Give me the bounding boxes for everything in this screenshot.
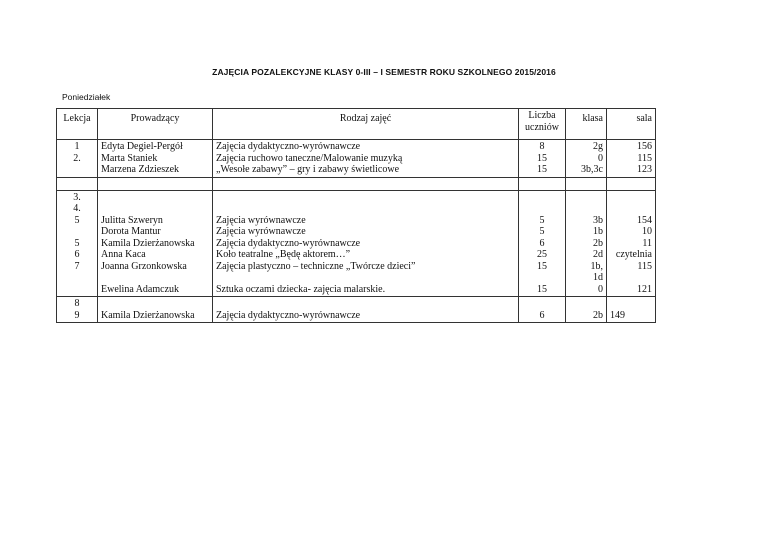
cell-empty xyxy=(607,177,656,190)
cell-liczba xyxy=(519,297,566,323)
cell-line: 0 xyxy=(598,283,603,295)
cell-line xyxy=(522,272,562,284)
cell-line: 11 xyxy=(642,237,652,249)
cell-sala xyxy=(607,190,656,297)
cell-line: 6 xyxy=(539,237,545,249)
cell-line xyxy=(216,203,515,215)
cell-line: 2b xyxy=(593,309,603,321)
cell-empty xyxy=(213,177,519,190)
cell-line xyxy=(216,272,515,284)
cell-line: 25 xyxy=(537,249,547,260)
cell-prowadzacy xyxy=(98,297,213,323)
cell-line: 115 xyxy=(637,260,652,272)
day-label: Poniedziałek xyxy=(62,92,111,102)
cell-line: Ewelina Adamczuk xyxy=(101,283,180,295)
cell-line: 1b, xyxy=(590,260,603,272)
schedule-table xyxy=(56,108,656,323)
cell-line xyxy=(610,298,652,310)
cell-line xyxy=(101,203,209,215)
cell-rodzaj xyxy=(213,190,519,297)
cell-line: 6 xyxy=(74,249,80,260)
cell-prowadzacy xyxy=(98,190,213,297)
cell-line xyxy=(610,203,652,215)
cell-line: Edyta Degiel-Pergół xyxy=(101,141,183,152)
cell-line: Zajęcia wyrównawcze xyxy=(216,226,306,237)
cell-line: 2d xyxy=(593,249,603,260)
cell-line xyxy=(569,192,603,204)
cell-klasa xyxy=(566,190,607,297)
cell-prowadzacy xyxy=(98,140,213,178)
cell-line: 115 xyxy=(637,152,652,164)
cell-line: Zajęcia plastyczno – techniczne „Twórcze dzieci” xyxy=(216,260,416,272)
header-liczba-line1: Liczba xyxy=(528,110,556,121)
cell-line: 7 xyxy=(74,260,80,272)
cell-lekcja xyxy=(57,190,98,297)
table-header-row xyxy=(57,109,656,140)
cell-liczba xyxy=(519,140,566,178)
cell-liczba xyxy=(519,190,566,297)
cell-line xyxy=(522,298,562,310)
header-sala: sala xyxy=(607,109,656,140)
cell-line: 3. xyxy=(73,191,81,203)
cell-line xyxy=(101,272,209,284)
header-klasa: klasa xyxy=(566,109,607,140)
cell-line: 0 xyxy=(598,152,603,164)
cell-line: 9 xyxy=(74,309,80,321)
cell-line: 3b,3c xyxy=(581,164,603,175)
cell-line: 2g xyxy=(593,141,603,152)
cell-line: „Wesołe zabawy” – gry i zabawy świetlicowe xyxy=(216,164,400,175)
cell-line: Kamila Dzierżanowska xyxy=(101,309,195,321)
cell-line: Zajęcia dydaktyczno-wyrównawcze xyxy=(216,141,361,152)
header-prowadzacy: Prowadzący xyxy=(98,109,213,140)
cell-line: Zajęcia dydaktyczno-wyrównawcze xyxy=(216,309,361,321)
cell-line xyxy=(610,272,652,284)
cell-line: 2b xyxy=(593,237,603,249)
cell-line xyxy=(60,164,94,176)
cell-line xyxy=(522,192,562,204)
cell-lekcja xyxy=(57,140,98,178)
header-liczba xyxy=(519,109,566,140)
cell-line: 149 xyxy=(610,309,625,321)
cell-line xyxy=(60,226,94,238)
table-row xyxy=(57,190,656,297)
cell-empty xyxy=(566,177,607,190)
cell-line xyxy=(216,192,515,204)
cell-line: Dorota Mantur xyxy=(101,226,161,237)
document-title: ZAJĘCIA POZALEKCYJNE KLASY 0-III – I SEMESTR ROKU SZKOLNEGO 2015/2016 xyxy=(212,67,556,77)
cell-empty xyxy=(519,177,566,190)
cell-line: Zajęcia ruchowo taneczne/Malowanie muzyką xyxy=(216,152,403,164)
header-lekcja: Lekcja xyxy=(57,109,98,140)
cell-sala xyxy=(607,140,656,178)
cell-line: 1 xyxy=(74,141,80,152)
cell-line: 123 xyxy=(637,164,652,175)
cell-klasa xyxy=(566,140,607,178)
header-rodzaj: Rodzaj zajęć xyxy=(213,109,519,140)
cell-klasa xyxy=(566,297,607,323)
cell-line: Marta Staniek xyxy=(101,152,158,164)
cell-line xyxy=(60,272,94,284)
cell-line: 5 xyxy=(74,237,80,249)
cell-line: 15 xyxy=(537,164,547,175)
cell-line: Zajęcia wyrównawcze xyxy=(216,214,306,226)
cell-line: 6 xyxy=(539,309,545,321)
cell-line: Sztuka oczami dziecka- zajęcia malarskie. xyxy=(216,283,386,295)
table-row xyxy=(57,140,656,178)
cell-line xyxy=(216,298,515,310)
cell-line: 2. xyxy=(73,152,81,164)
cell-line: Zajęcia dydaktyczno-wyrównawcze xyxy=(216,237,361,249)
cell-line: 15 xyxy=(537,283,547,295)
cell-line: 15 xyxy=(537,152,547,164)
cell-line: 8 xyxy=(74,298,80,309)
table-row xyxy=(57,297,656,323)
cell-line: Anna Kaca xyxy=(101,249,146,260)
cell-line: 156 xyxy=(637,141,652,152)
cell-line: 121 xyxy=(637,283,652,295)
cell-line: 5 xyxy=(539,214,545,226)
cell-line: 5 xyxy=(539,226,545,237)
cell-line xyxy=(101,298,209,310)
cell-line: Marzena Zdzieszek xyxy=(101,164,180,175)
cell-line: czytelnia xyxy=(615,249,652,260)
cell-rodzaj xyxy=(213,297,519,323)
header-liczba-line2: uczniów xyxy=(525,121,559,133)
cell-line xyxy=(101,192,209,204)
cell-line: 3b xyxy=(593,214,603,226)
cell-line: 4. xyxy=(73,203,81,214)
cell-empty xyxy=(57,177,98,190)
table-row-empty xyxy=(57,177,656,190)
cell-line: Kamila Dzierżanowska xyxy=(101,237,195,249)
cell-line xyxy=(60,284,94,296)
cell-sala xyxy=(607,297,656,323)
cell-line: Joanna Grzonkowska xyxy=(101,260,187,272)
cell-line xyxy=(569,298,603,310)
cell-line: 15 xyxy=(537,260,547,272)
cell-line: 1d xyxy=(593,272,603,283)
cell-line: 10 xyxy=(642,226,652,237)
cell-lekcja xyxy=(57,297,98,323)
cell-line: 8 xyxy=(539,141,545,152)
cell-line xyxy=(522,203,562,215)
cell-line: Julitta Szweryn xyxy=(101,214,163,226)
cell-line: 154 xyxy=(637,214,652,226)
cell-line: 5 xyxy=(74,214,80,226)
cell-line xyxy=(569,203,603,215)
cell-line: 1b xyxy=(593,226,603,237)
cell-line xyxy=(610,192,652,204)
cell-empty xyxy=(98,177,213,190)
cell-rodzaj xyxy=(213,140,519,178)
cell-line: Koło teatralne „Będę aktorem…” xyxy=(216,249,351,260)
